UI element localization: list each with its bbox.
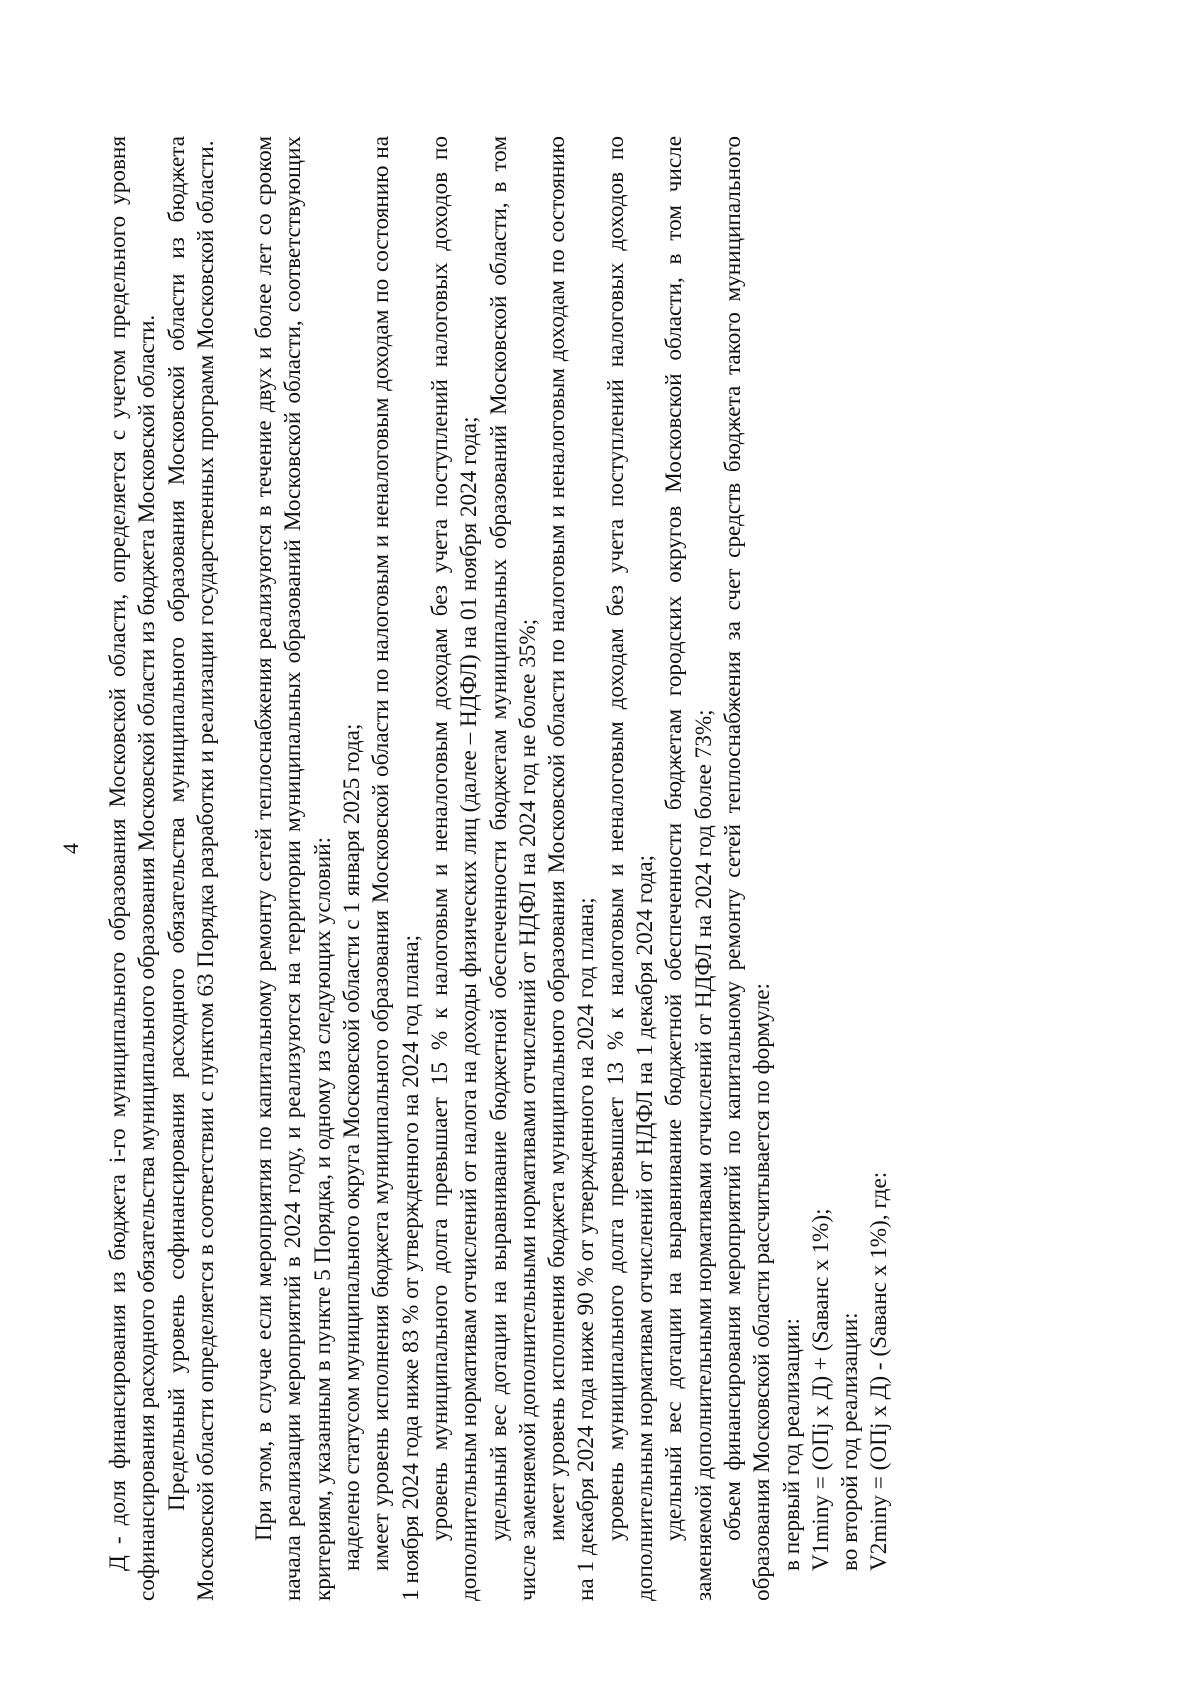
condition-budget-execution-november: имеет уровень исполнения бюджета муниципального образования Московской области по налоговым и неналоговым доходам по состоянию на 1 ноября 2024 года ниже 83 % от утвержденного на 2024 год плана; [368,136,424,1601]
page-number: 4 [58,843,83,854]
paragraph-max-cofinancing-level: Предельный уровень софинансирования расходного обязательства муниципального образования Московской области из бюджета Московской области определяется в соответствии с пунктом 63 Порядка разработки и реализации государственных программ Московской области. [163,136,219,1601]
condition-municipal-district-status: наделено статусом муниципального округа Московской области с 1 января 2025 года; [339,723,366,1571]
label-first-year: в первый год реализации: [778,1318,805,1571]
paragraph-share-definition: Д - доля финансирования из бюджета i-го муниципального образования Московской области, определяется с учетом предельного уровня софинансирования расходного обязательства муниципального образования Московской области из бюджета Московской области. [105,136,161,1601]
condition-debt-level-november: уровень муниципального долга превышает 15 % к налоговым и неналоговым доходам без учета поступлений налоговых доходов по дополнительным нормативам отчислений от налога на доходы физических лиц (далее – НДФЛ) на 01 ноября 2024 года; [426,136,483,1601]
formula-first-year: V1miny = (ОПj x Д) + (Sаванс x 1%); [807,1208,834,1571]
formula-second-year: V2miny = (ОПj x Д) - (Sаванс x 1%), где: [866,1171,893,1571]
paragraph-conditions-intro: При этом, в случае если мероприятия по капитальному ремонту сетей теплоснабжения реализуются в течение двух и более лет со сроком начала реализации мероприятий в 2024 году, и реализуются на территории муниципальных образований Московской области, соответствующих критериям, указанным в пункте 5 Порядка, и одному из следующих условий: [251,136,336,1601]
label-second-year: во второй год реализации: [837,1312,864,1571]
condition-subsidy-share-35: удельный вес дотации на выравнивание бюджетной обеспеченности бюджетам муниципальных образований Московской области, в том числе заменяемой дополнительными нормативами отчислений от НДФЛ на 2024 год не более 35%; [485,136,541,1601]
condition-subsidy-share-73: удельный вес дотации на выравнивание бюджетной обеспеченности бюджетам городских округов Московской области, в том числе заменяемой дополнительными нормативами отчислений от НДФЛ на 2024 год более 73%; [661,136,717,1601]
paragraph-formula-intro: объем финансирования мероприятий по капитальному ремонту сетей теплоснабжения за счет средств бюджета такого муниципального образования Московской области рассчитывается по формуле: [719,136,776,1601]
document-body [104,136,895,1601]
condition-debt-level-december: уровень муниципального долга превышает 13 % к налоговым и неналоговым доходам без учета поступлений налоговых доходов по дополнительным нормативам отчислений от НДФЛ на 1 декабря 2024 года; [602,136,659,1601]
condition-budget-execution-december: имеет уровень исполнения бюджета муниципального образования Московской области по налоговым и неналоговым доходам по состоянию на 1 декабря 2024 года ниже 90 % от утвержденного на 2024 год плана; [544,136,600,1601]
paragraph-spacer [221,136,250,1601]
